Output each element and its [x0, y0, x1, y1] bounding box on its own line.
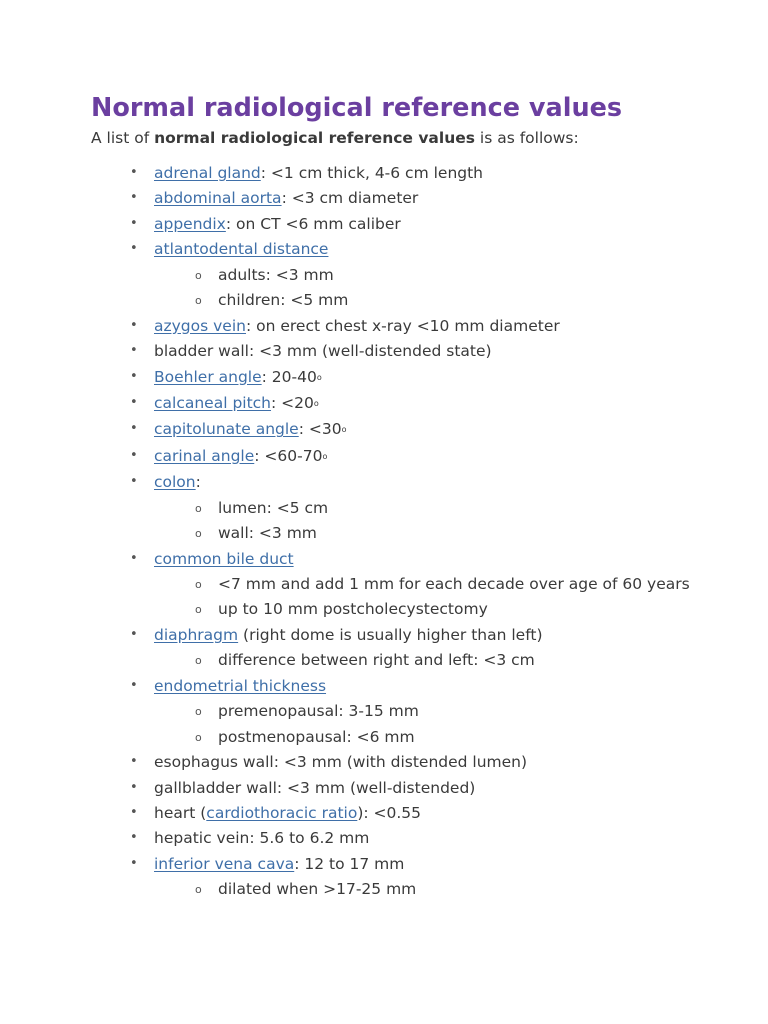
sub-item-text: premenopausal: 3-15 mm: [218, 702, 419, 721]
item-text: : <3 cm diameter: [281, 189, 419, 208]
item-text: :: [195, 473, 201, 492]
intro-paragraph: [91, 127, 691, 149]
item-text: bladder wall: <3 mm (well-distended state): [154, 342, 492, 361]
item-text: (right dome is usually higher than left): [238, 625, 543, 644]
bullet-icon: •: [130, 241, 138, 257]
intro-suffix: is as follows:: [474, 129, 579, 147]
intro-prefix: A list of: [91, 129, 155, 147]
circle-bullet-icon: o: [195, 730, 202, 744]
bullet-icon: •: [130, 830, 138, 846]
bullet-icon: •: [130, 754, 138, 770]
sub-item-text: lumen: <5 cm: [218, 498, 329, 517]
sub-list-item: [195, 701, 691, 721]
list-item: [130, 419, 691, 440]
sub-list-item: [195, 498, 691, 518]
sub-list-item: [195, 650, 691, 670]
sub-item-text: difference between right and left: <3 cm: [218, 651, 535, 670]
sub-list-item: [195, 574, 691, 594]
page-title: Normal radiological reference values: [91, 93, 623, 123]
degree-symbol: o: [313, 398, 319, 408]
reference-link[interactable]: cardiothoracic ratio: [206, 803, 358, 822]
degree-symbol: o: [341, 425, 347, 435]
reference-link[interactable]: inferior vena cava: [154, 854, 295, 873]
reference-link[interactable]: diaphragm: [154, 625, 239, 644]
reference-link[interactable]: azygos vein: [154, 316, 246, 335]
list-item: [130, 549, 691, 620]
list-item: [130, 163, 691, 183]
reference-link[interactable]: appendix: [154, 214, 226, 233]
list-item: [130, 341, 691, 361]
sub-list-item: [195, 879, 691, 899]
sub-item-text: <7 mm and add 1 mm for each decade over age of 60 years: [218, 575, 690, 593]
sub-list: [154, 879, 691, 899]
circle-bullet-icon: o: [195, 883, 202, 897]
item-text: : on erect chest x-ray <10 mm diameter: [245, 316, 560, 335]
item-text: : <1 cm thick, 4-6 cm length: [260, 164, 484, 182]
bullet-icon: •: [130, 394, 138, 410]
circle-bullet-icon: o: [195, 527, 202, 541]
list-item: [130, 214, 691, 234]
list-item: [130, 472, 691, 543]
reference-link[interactable]: adrenal gland: [154, 164, 261, 182]
intro-bold: normal radiological reference values: [154, 129, 475, 147]
circle-bullet-icon: o: [195, 578, 202, 591]
list-item: [130, 188, 691, 208]
reference-list: [91, 163, 691, 899]
bullet-icon: •: [130, 855, 138, 871]
list-item: [130, 625, 691, 670]
list-item: [130, 367, 691, 388]
bullet-icon: •: [130, 317, 138, 333]
bullet-icon: •: [130, 626, 138, 642]
list-item: [130, 316, 691, 336]
sub-list-item: [195, 290, 691, 310]
list-item: [130, 828, 691, 848]
reference-link[interactable]: carinal angle: [154, 446, 255, 465]
sub-list: [154, 701, 691, 746]
list-item: [130, 239, 691, 310]
list-item: [130, 446, 691, 467]
circle-bullet-icon: o: [195, 294, 202, 308]
item-text: ): <0.55: [357, 803, 422, 822]
sub-list-item: [195, 727, 691, 747]
sub-item-text: children: <5 mm: [218, 291, 349, 310]
item-text: : <30: [298, 420, 342, 439]
item-text: gallbladder wall: <3 mm (well-distended): [154, 778, 476, 797]
item-text: : <20: [271, 393, 314, 412]
item-text: : <60-70: [254, 446, 323, 465]
bullet-icon: •: [130, 779, 138, 795]
list-item: [130, 803, 691, 823]
bullet-icon: •: [130, 343, 138, 359]
item-text: hepatic vein: 5.6 to 6.2 mm: [154, 829, 370, 848]
reference-link[interactable]: abdominal aorta: [154, 189, 282, 208]
sub-item-text: wall: <3 mm: [218, 524, 317, 543]
bullet-icon: •: [130, 677, 138, 693]
bullet-icon: •: [130, 165, 138, 180]
circle-bullet-icon: o: [195, 268, 202, 282]
sub-item-text: dilated when >17-25 mm: [218, 880, 417, 899]
reference-link[interactable]: Boehler angle: [154, 367, 262, 386]
sub-list: [154, 265, 691, 310]
sub-item-text: up to 10 mm postcholecystectomy: [218, 600, 488, 619]
bullet-icon: •: [130, 474, 138, 490]
sub-item-text: adults: <3 mm: [218, 265, 334, 284]
bullet-icon: •: [130, 190, 138, 206]
sub-list: [154, 498, 691, 543]
bullet-icon: •: [130, 421, 138, 437]
list-item: [130, 393, 691, 414]
bullet-icon: •: [130, 215, 138, 231]
list-item: [130, 676, 691, 747]
circle-bullet-icon: o: [195, 654, 202, 668]
sub-list-item: [195, 265, 691, 285]
circle-bullet-icon: o: [195, 603, 202, 617]
degree-symbol: o: [322, 451, 328, 461]
item-text: : 12 to 17 mm: [294, 854, 405, 873]
item-text: esophagus wall: <3 mm (with distended lumen): [154, 753, 528, 772]
sub-list: [154, 650, 691, 670]
list-item: [130, 752, 691, 772]
sub-list-item: [195, 523, 691, 543]
item-text: : on CT <6 mm caliber: [225, 214, 401, 233]
sub-list: [154, 574, 691, 619]
bullet-icon: •: [130, 550, 138, 566]
list-item: [130, 778, 691, 798]
bullet-icon: •: [130, 804, 138, 820]
item-text: : 20-40: [261, 367, 317, 386]
bullet-icon: •: [130, 447, 138, 463]
circle-bullet-icon: o: [195, 501, 202, 515]
reference-link[interactable]: calcaneal pitch: [154, 393, 272, 412]
sub-item-text: postmenopausal: <6 mm: [218, 727, 415, 746]
list-item: [130, 854, 691, 899]
reference-link[interactable]: endometrial thickness: [154, 676, 327, 695]
reference-link[interactable]: atlantodental distance: [154, 240, 329, 259]
item-prefix-text: heart (: [154, 803, 207, 822]
circle-bullet-icon: o: [195, 705, 202, 719]
reference-link[interactable]: capitolunate angle: [154, 420, 299, 439]
reference-link[interactable]: common bile duct: [154, 549, 294, 568]
reference-link[interactable]: colon: [154, 473, 196, 492]
sub-list-item: [195, 599, 691, 619]
bullet-icon: •: [130, 368, 138, 384]
degree-symbol: o: [316, 372, 322, 382]
